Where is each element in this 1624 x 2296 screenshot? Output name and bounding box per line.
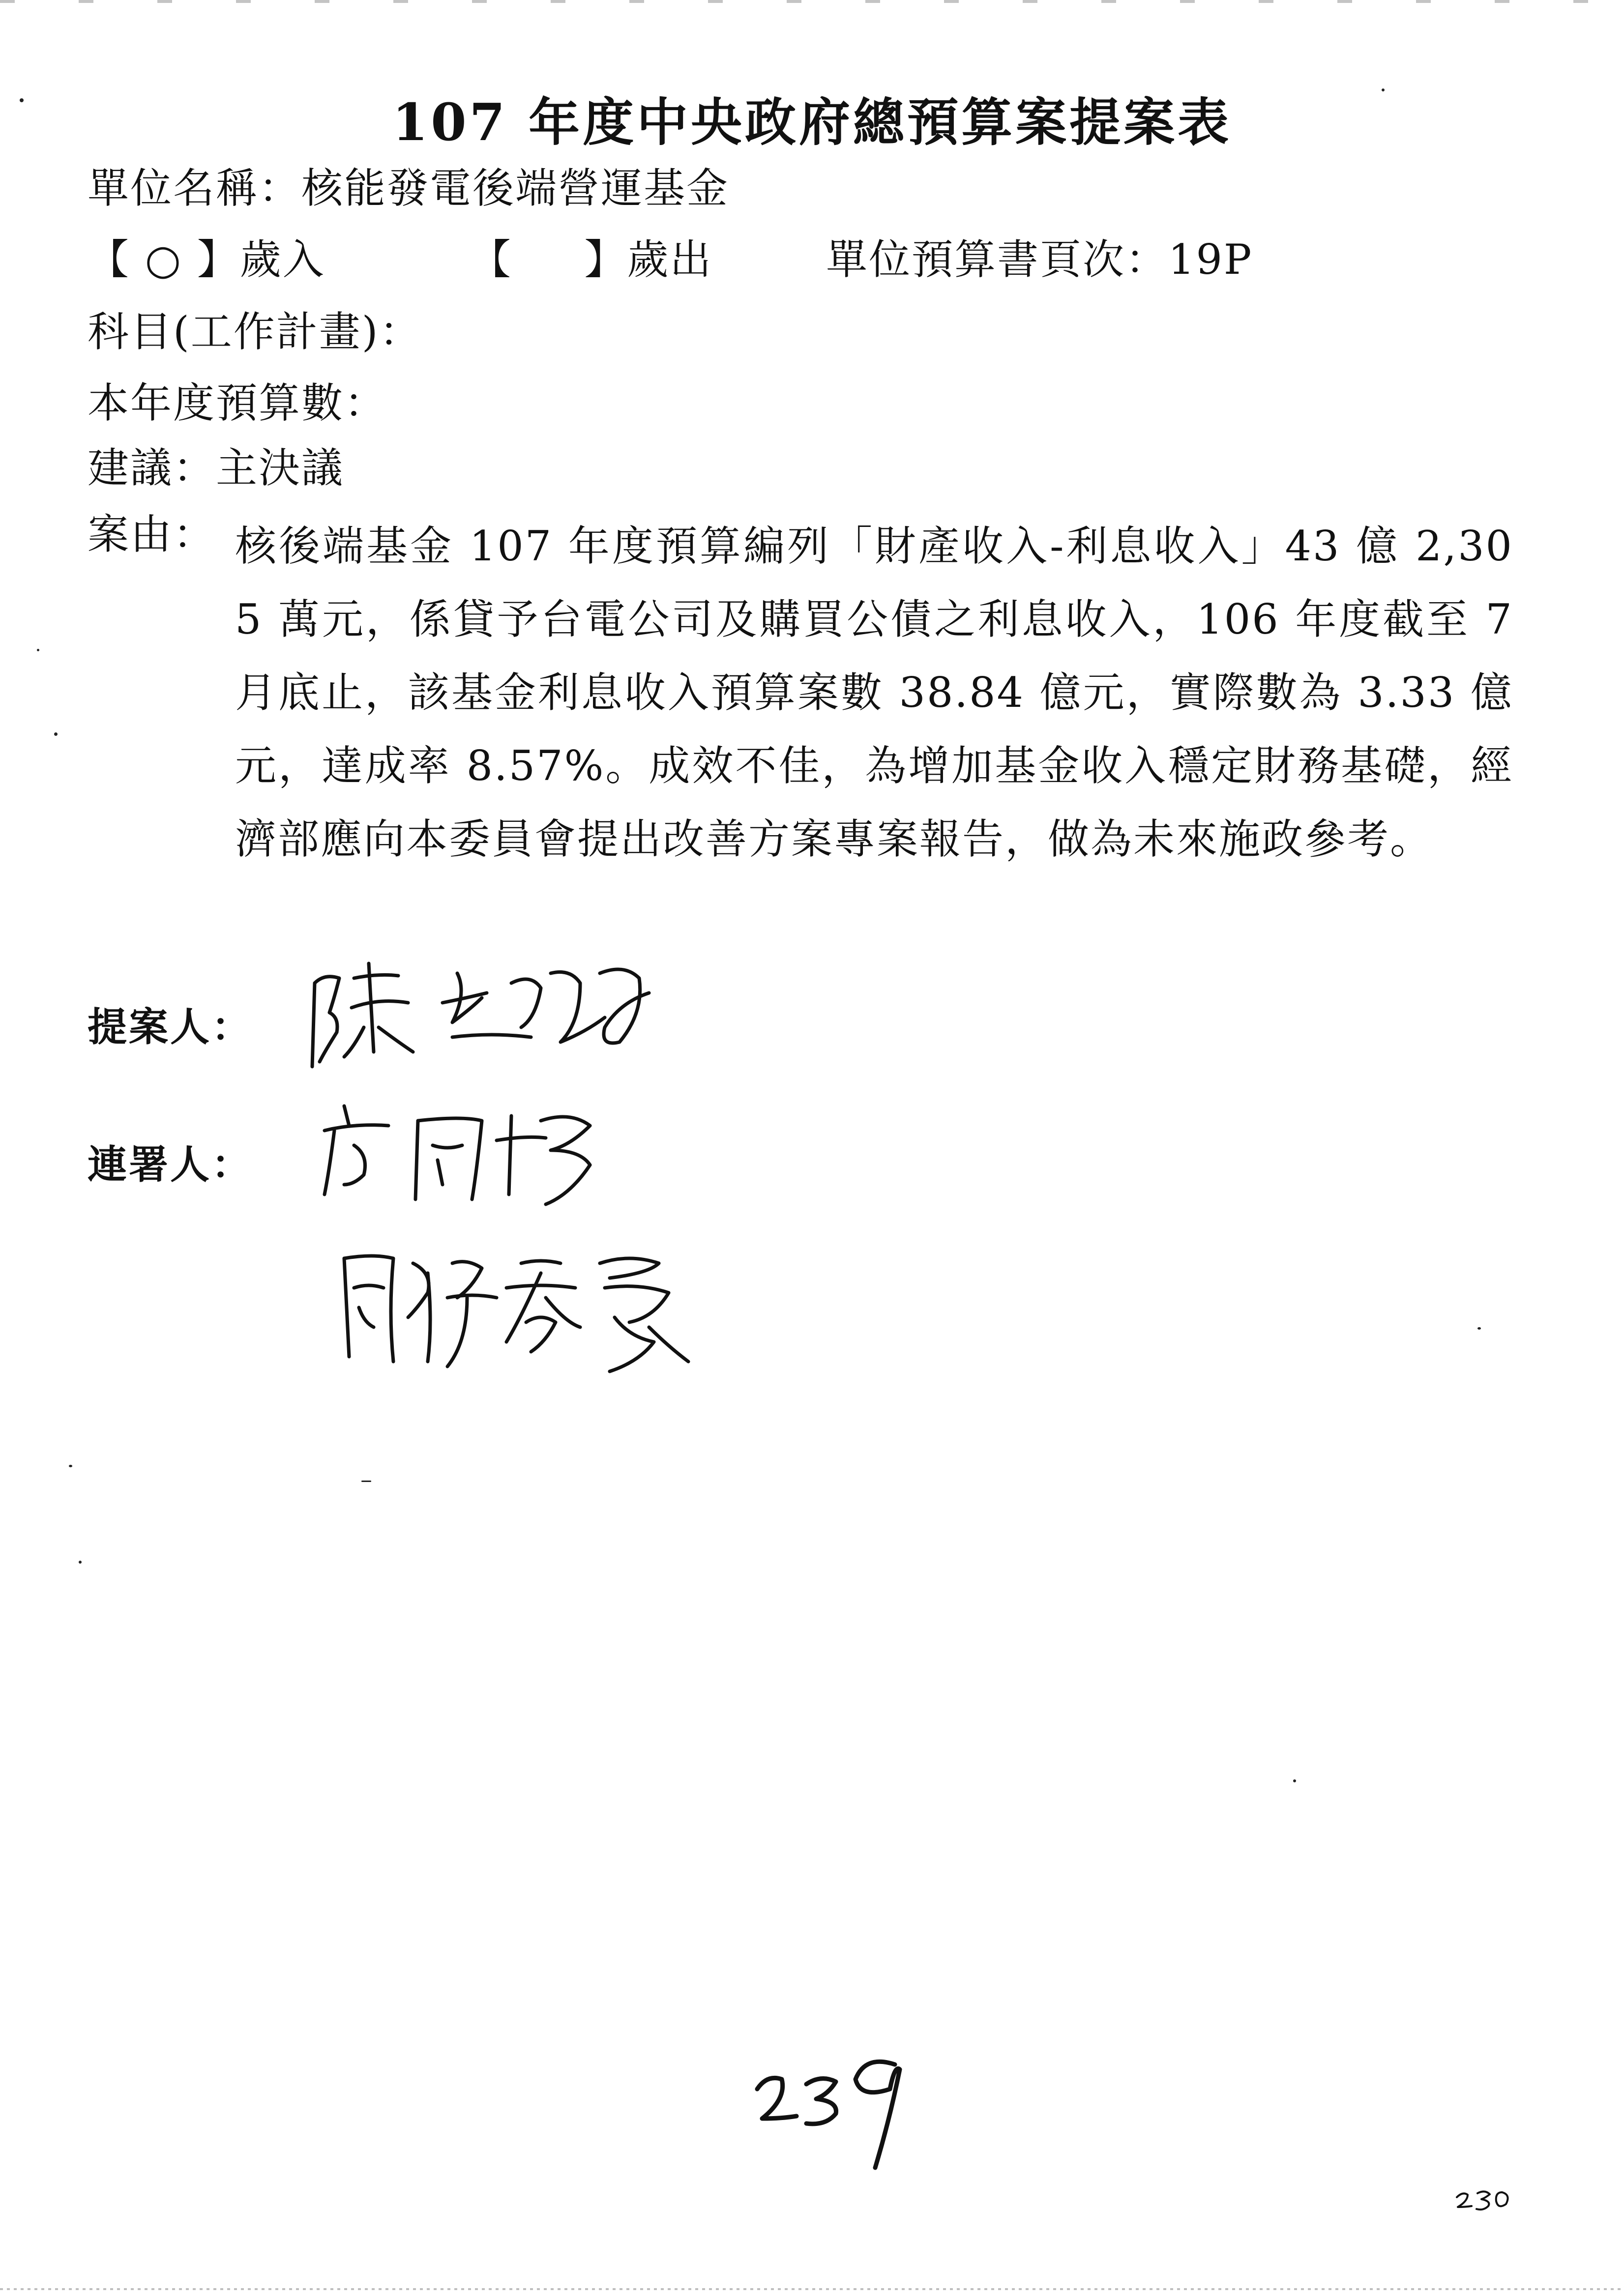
scan-speck	[69, 1465, 72, 1467]
cosigner-signature-2-drawing	[334, 1244, 718, 1381]
scan-speck	[1293, 1779, 1296, 1782]
proposer-signature-drawing	[305, 954, 688, 1081]
reason-label: 案由：	[88, 510, 216, 558]
form-title: 107 年度中央政府總預算案提案表	[392, 92, 1232, 152]
subject-label: 科目(工作計畫)：	[88, 308, 422, 356]
expense-mark: 【 】歲出	[470, 235, 713, 284]
cosigners-label: 連署人：	[88, 1142, 253, 1188]
proposer-label: 提案人：	[88, 1004, 253, 1050]
recommendation-value: 主決議	[216, 444, 345, 492]
page-ref-value: 19P	[1168, 235, 1253, 284]
recommendation-label: 建議：	[88, 444, 216, 492]
page-ref	[826, 235, 1253, 284]
scan-speck	[361, 1481, 371, 1482]
page-ref-label: 單位預算書頁次：	[826, 235, 1169, 284]
unit-name-value: 核能發電後端營運基金	[301, 164, 730, 212]
unit-name-label: 單位名稱：	[88, 164, 302, 212]
scan-edge-top	[0, 0, 1624, 3]
budget-amount-label: 本年度預算數：	[88, 379, 387, 427]
income-mark: 【 ○ 】歲入	[88, 235, 325, 284]
budget-amount-row	[88, 378, 387, 428]
handwritten-page-number-drawing	[747, 2045, 924, 2173]
unit-name-row	[88, 164, 729, 213]
scan-speck	[79, 1561, 82, 1564]
reason-text: 核後端基金 107 年度預算編列「財產收入-利息收入」43 億 2,305 萬元，係貸予台電公司及購買公債之利息收入，106 年度截至 7 月底止，該基金利息收入預算案數 38.84 億元，實際數為 3.33 億元，達成率 8.57%。成效不佳，為增加基金收入穩定財務基礎，經濟部應向本委員會提出改善方案專案報告，做為未來施政參考。	[235, 522, 1513, 863]
scan-speck	[37, 649, 39, 651]
scan-speck	[54, 732, 58, 736]
scan-edge-bottom	[0, 2288, 1624, 2290]
scan-speck	[1477, 1327, 1481, 1330]
handwritten-corner-number-drawing	[1453, 2182, 1522, 2217]
cosigner-signature-1-drawing	[315, 1096, 620, 1209]
subject-row	[88, 307, 422, 356]
recommendation-row	[88, 443, 344, 493]
